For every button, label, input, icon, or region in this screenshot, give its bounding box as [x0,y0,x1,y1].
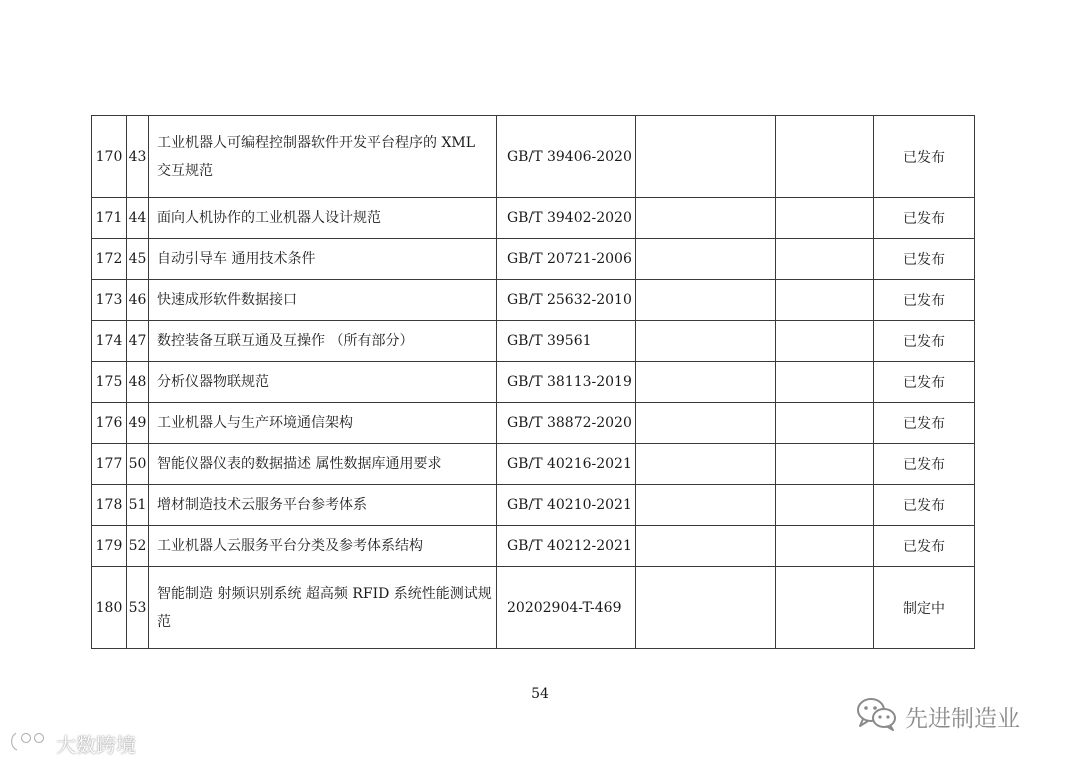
row-number: 170 [92,116,127,198]
status-cell: 已发布 [874,116,975,198]
status-cell: 已发布 [874,321,975,362]
sub-number: 49 [127,403,149,444]
standard-code: GB/T 38872-2020 [497,403,636,444]
table-row [92,485,975,526]
standard-code: GB/T 38113-2019 [497,362,636,403]
table-row [92,362,975,403]
empty-cell [636,485,776,526]
brand-logo-icon [8,727,50,759]
status-cell: 已发布 [874,239,975,280]
standard-code: 20202904-T-469 [497,567,636,649]
table-row [92,116,975,198]
empty-cell [636,362,776,403]
standard-code: GB/T 25632-2010 [497,280,636,321]
empty-cell [776,239,874,280]
table-row [92,567,975,649]
empty-cell [776,567,874,649]
sub-number: 43 [127,116,149,198]
table-row [92,403,975,444]
wechat-icon [855,696,897,736]
table-row [92,239,975,280]
empty-cell [776,362,874,403]
standard-code: GB/T 40212-2021 [497,526,636,567]
status-cell: 已发布 [874,444,975,485]
standard-code: GB/T 39402-2020 [497,198,636,239]
sub-number: 52 [127,526,149,567]
empty-cell [776,403,874,444]
standard-name: 智能制造 射频识别系统 超高频 RFID 系统性能测试规范 [149,567,497,649]
sub-number: 44 [127,198,149,239]
sub-number: 47 [127,321,149,362]
standard-name: 智能仪器仪表的数据描述 属性数据库通用要求 [149,444,497,485]
row-number: 172 [92,239,127,280]
empty-cell [636,403,776,444]
empty-cell [636,198,776,239]
status-cell: 已发布 [874,403,975,444]
standard-name: 分析仪器物联规范 [149,362,497,403]
standard-code: GB/T 20721-2006 [497,239,636,280]
empty-cell [636,567,776,649]
row-number: 179 [92,526,127,567]
row-number: 171 [92,198,127,239]
table-row [92,198,975,239]
standard-name: 自动引导车 通用技术条件 [149,239,497,280]
empty-cell [636,280,776,321]
empty-cell [776,485,874,526]
row-number: 176 [92,403,127,444]
table-row [92,444,975,485]
row-number: 175 [92,362,127,403]
sub-number: 51 [127,485,149,526]
table-row [92,280,975,321]
status-cell: 已发布 [874,362,975,403]
standard-name: 快速成形软件数据接口 [149,280,497,321]
standard-code: GB/T 40210-2021 [497,485,636,526]
row-number: 173 [92,280,127,321]
standards-table [91,115,975,649]
sub-number: 46 [127,280,149,321]
empty-cell [776,280,874,321]
row-number: 178 [92,485,127,526]
page-number: 54 [531,686,549,702]
row-number: 177 [92,444,127,485]
table-row [92,321,975,362]
status-cell: 已发布 [874,280,975,321]
sub-number: 50 [127,444,149,485]
standard-code: GB/T 40216-2021 [497,444,636,485]
empty-cell [636,526,776,567]
watermark-left [8,728,136,758]
standard-name: 增材制造技术云服务平台参考体系 [149,485,497,526]
empty-cell [776,321,874,362]
empty-cell [776,444,874,485]
standard-name: 工业机器人可编程控制器软件开发平台程序的 XML 交互规范 [149,116,497,198]
empty-cell [636,321,776,362]
watermark-right-text: 先进制造业 [905,705,1020,732]
standard-name: 数控装备互联互通及互操作 （所有部分） [149,321,497,362]
sub-number: 48 [127,362,149,403]
status-cell: 已发布 [874,198,975,239]
table-row [92,526,975,567]
sub-number: 45 [127,239,149,280]
sub-number: 53 [127,567,149,649]
standard-code: GB/T 39406-2020 [497,116,636,198]
watermark-right [855,697,1020,735]
row-number: 174 [92,321,127,362]
standard-name: 面向人机协作的工业机器人设计规范 [149,198,497,239]
empty-cell [776,116,874,198]
standard-code: GB/T 39561 [497,321,636,362]
status-cell: 已发布 [874,526,975,567]
watermark-left-text: 大数跨境 [56,732,136,757]
empty-cell [636,444,776,485]
empty-cell [776,526,874,567]
empty-cell [776,198,874,239]
status-cell: 已发布 [874,485,975,526]
row-number: 180 [92,567,127,649]
empty-cell [636,239,776,280]
status-cell: 制定中 [874,567,975,649]
standard-name: 工业机器人与生产环境通信架构 [149,403,497,444]
empty-cell [636,116,776,198]
standard-name: 工业机器人云服务平台分类及参考体系结构 [149,526,497,567]
